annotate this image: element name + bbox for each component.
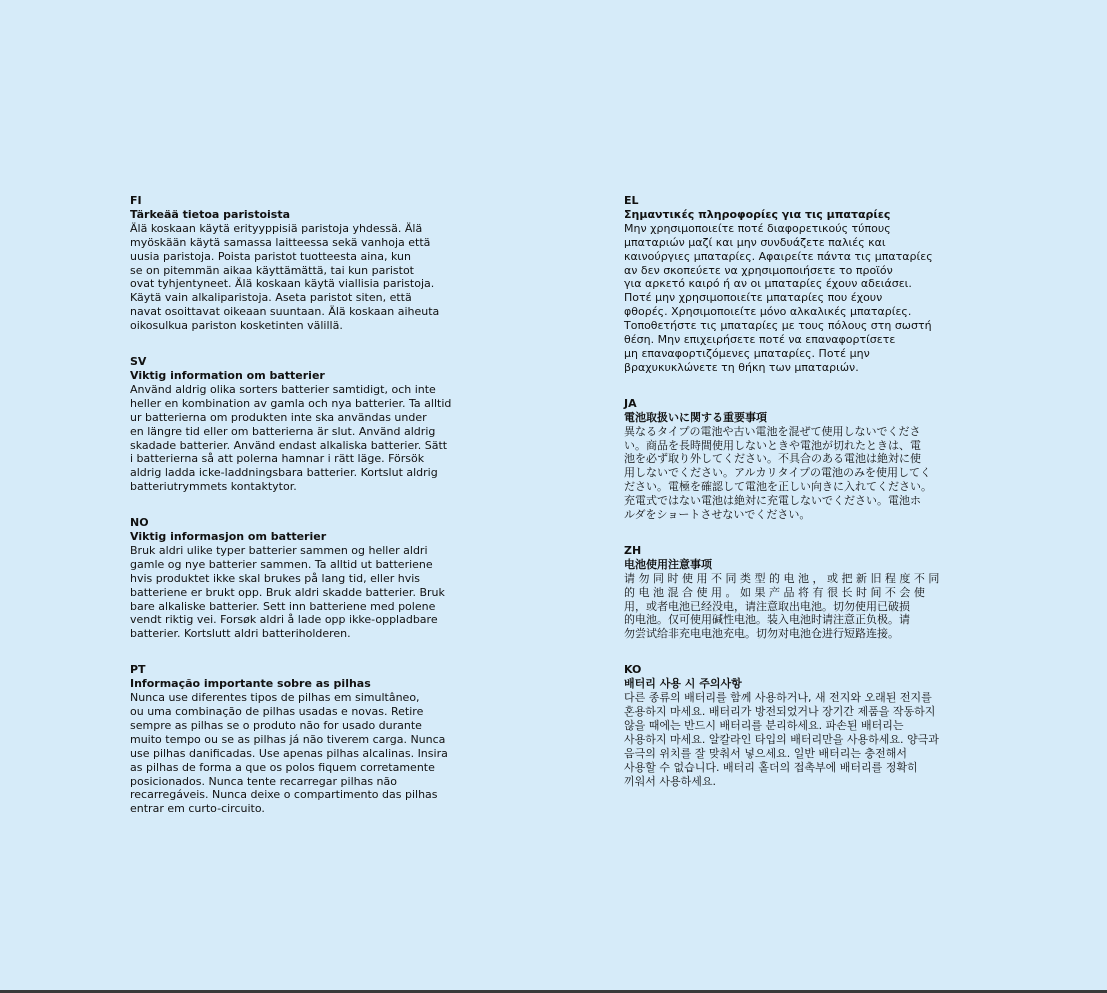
body-line: 혼용하지 마세요. 배터리가 방전되었거나 장기간 제품을 작동하지 (624, 705, 936, 718)
body-line: batterier. Kortslutt aldri batteriholderen. (130, 627, 351, 641)
body-line: Τοποθετήστε τις μπαταρίες με τους πόλους στη σωστή (624, 319, 932, 333)
body-line: Använd aldrig olika sorters batterier samtidigt, och inte (130, 382, 436, 396)
body-line: ovat tyhjentyneet. Älä koskaan käytä viallisia paristoja. (130, 277, 435, 291)
body-line: muito tempo ou se as pilhas já não tiverem carga. Nunca (130, 732, 446, 746)
language-code: JA (624, 396, 637, 410)
body-line: aldrig ladda icke-laddningsbara batterier. Kortslut aldrig (130, 466, 438, 480)
body-line: ルダをショートさせないでください。 (624, 508, 811, 522)
section-body (130, 222, 475, 333)
section-ja (624, 397, 969, 522)
body-line: se on pitemmän aikaa käyttämättä, tai kun paristot (130, 263, 414, 277)
body-line: i batterierna så att polerna hamnar i rätt läge. Försök (130, 452, 425, 466)
body-line: Käytä vain alkaliparistoja. Aseta paristot siten, että (130, 291, 412, 305)
section-fi (130, 194, 475, 333)
body-line: skadade batterier. Använd endast alkaliska batterier. Sätt (130, 438, 448, 452)
language-code: KO (624, 663, 642, 677)
body-line: navat osoittavat oikeaan suuntaan. Älä koskaan aiheuta (130, 305, 440, 319)
right-column (624, 194, 969, 810)
body-line: 的电池。仅可使用碱性电池。装入电池时请注意正负极。请 (624, 613, 910, 627)
body-line: heller en kombination av gamla och nya batterier. Ta alltid (130, 396, 452, 410)
body-line: batteriutrymmets kontaktytor. (130, 480, 297, 494)
language-code: SV (130, 355, 147, 369)
body-line: recarregáveis. Nunca deixe o compartimento das pilhas (130, 788, 438, 802)
body-line: 充電式ではない電池は絶対に充電しないでください。電池ホ (624, 494, 921, 508)
section-heading: 배터리 사용 시 주의사항 (624, 677, 742, 691)
body-line: vendt riktig vei. Forsøk aldri å lade opp ikke-oppladbare (130, 613, 438, 627)
body-line: μη επαναφορτιζόμενες μπαταρίες. Ποτέ μην (624, 346, 870, 360)
section-heading: 电池使用注意事项 (624, 557, 712, 571)
body-line: 異なるタイプの電池や古い電池を混ぜて使用しないでくださ (624, 424, 921, 438)
section-heading: Viktig informasjon om batterier (130, 530, 327, 544)
section-zh (624, 544, 969, 641)
body-line: posicionados. Nunca tente recarregar pilhas não (130, 774, 398, 788)
section-no (130, 516, 475, 641)
language-code: EL (624, 194, 639, 207)
body-line: Bruk aldri ulike typer batterier sammen og heller aldri (130, 543, 428, 557)
body-line: 用しないでください。アルカリタイプの電池のみを使用してく (624, 466, 932, 480)
language-code: NO (130, 516, 149, 530)
body-line: 끼워서 사용하세요. (624, 774, 717, 788)
section-body (624, 425, 969, 522)
body-line: en längre tid eller om batterierna är slut. Använd aldrig (130, 424, 436, 438)
body-line: 사용하지 마세요. 알칼라인 타입의 배터리만을 사용하세요. 양극과 (624, 732, 939, 746)
section-body (624, 691, 969, 788)
body-line: hvis produktet ikke skal brukes på lang tid, eller hvis (130, 571, 421, 585)
body-line: 的 电 池 混 合 使 用 。 如 果 产 品 将 有 很 长 时 间 不 会 使 (624, 585, 925, 599)
body-line: uusia paristoja. Poista paristot tuotteesta aina, kun (130, 249, 411, 263)
section-body (130, 383, 475, 494)
body-line: καινούργιες μπαταρίες. Αφαιρείτε πάντα τις μπαταρίες (624, 249, 933, 263)
body-line: 않을 때에는 반드시 배터리를 분리하세요. 파손된 배터리는 (624, 718, 904, 732)
body-line: φθορές. Χρησιμοποιείτε μόνο αλκαλικές μπαταρίες. (624, 305, 912, 319)
body-line: sempre as pilhas se o produto não for usado durante (130, 718, 422, 732)
body-line: myöskään käytä samassa laitteessa sekä vanhoja että (130, 235, 431, 249)
body-line: για αρκετό καιρό ή αν οι μπαταρίες έχουν αδειάσει. (624, 277, 912, 291)
section-body (130, 544, 475, 641)
body-line: 사용할 수 없습니다. 배터리 홀더의 접촉부에 배터리를 정확히 (624, 760, 918, 774)
section-heading: Informação importante sobre as pilhas (130, 677, 371, 691)
body-line: αν δεν σκοπεύετε να χρησιμοποιήσετε το προϊόν (624, 263, 893, 277)
body-line: ださい。電極を確認して電池を正しい向きに入れてください。 (624, 480, 932, 494)
language-code: PT (130, 663, 146, 677)
body-line: 用，或者电池已经没电，请注意取出电池。切勿使用已破损 (624, 599, 910, 613)
section-sv (130, 355, 475, 494)
section-ko (624, 663, 969, 788)
body-line: 请 勿 同 时 使 用 不 同 类 型 的 电 池 ， 或 把 新 旧 程 度 不 同 (624, 571, 940, 585)
body-line: 池を必ず取り外してください。不具合のある電池は絶対に使 (624, 452, 921, 466)
body-line: 음극의 위치를 잘 맞춰서 넣으세요. 일반 배터리는 충전해서 (624, 746, 907, 760)
section-heading: Viktig information om batterier (130, 368, 325, 382)
section-body (624, 222, 969, 375)
section-body (624, 572, 969, 642)
body-line: batteriene er brukt opp. Bruk aldri skadde batterier. Bruk (130, 585, 445, 599)
body-line: ur batterierna om produkten inte ska användas under (130, 410, 427, 424)
body-line: gamle og nye batterier sammen. Ta alltid ut batteriene (130, 557, 433, 571)
body-line: use pilhas danificadas. Use apenas pilhas alcalinas. Insira (130, 746, 448, 760)
body-line: 勿尝试给非充电电池充电。切勿对电池仓进行短路连接。 (624, 627, 899, 641)
body-line: μπαταριών μαζί και μην συνδυάζετε παλιές και (624, 235, 886, 249)
body-line: oikosulkua pariston kosketinten välillä. (130, 319, 343, 333)
section-el (624, 194, 969, 375)
body-line: as pilhas de forma a que os polos fiquem corretamente (130, 760, 435, 774)
language-code: ZH (624, 543, 642, 557)
body-line: bare alkaliske batterier. Sett inn batteriene med polene (130, 599, 436, 613)
body-line: entrar em curto-circuito. (130, 802, 265, 816)
left-column (130, 194, 475, 838)
section-body (130, 691, 475, 816)
section-pt (130, 663, 475, 816)
body-line: Älä koskaan käytä erityyppisiä paristoja yhdessä. Älä (130, 221, 423, 235)
body-line: θέση. Μην επιχειρήσετε ποτέ να επαναφορτίσετε (624, 333, 896, 347)
body-line: 다른 종류의 배터리를 함께 사용하거나, 새 전지와 오래된 전지를 (624, 691, 932, 705)
section-heading: Σημαντικές πληροφορίες για τις μπαταρίες (624, 207, 891, 221)
body-line: βραχυκυκλώνετε τη θήκη των μπαταριών. (624, 360, 859, 374)
body-line: い。商品を長時間使用しないときや電池が切れたときは、電 (624, 438, 921, 452)
body-line: Μην χρησιμοποιείτε ποτέ διαφορετικούς τύπους (624, 221, 891, 235)
section-heading: 電池取扱いに関する重要事項 (624, 410, 767, 424)
body-line: Ποτέ μην χρησιμοποιείτε μπαταρίες που έχουν (624, 291, 883, 305)
body-line: Nunca use diferentes tipos de pilhas em simultâneo, (130, 691, 420, 705)
body-line: ou uma combinação de pilhas usadas e novas. Retire (130, 705, 424, 718)
language-code: FI (130, 194, 142, 207)
section-heading: Tärkeää tietoa paristoista (130, 207, 291, 221)
